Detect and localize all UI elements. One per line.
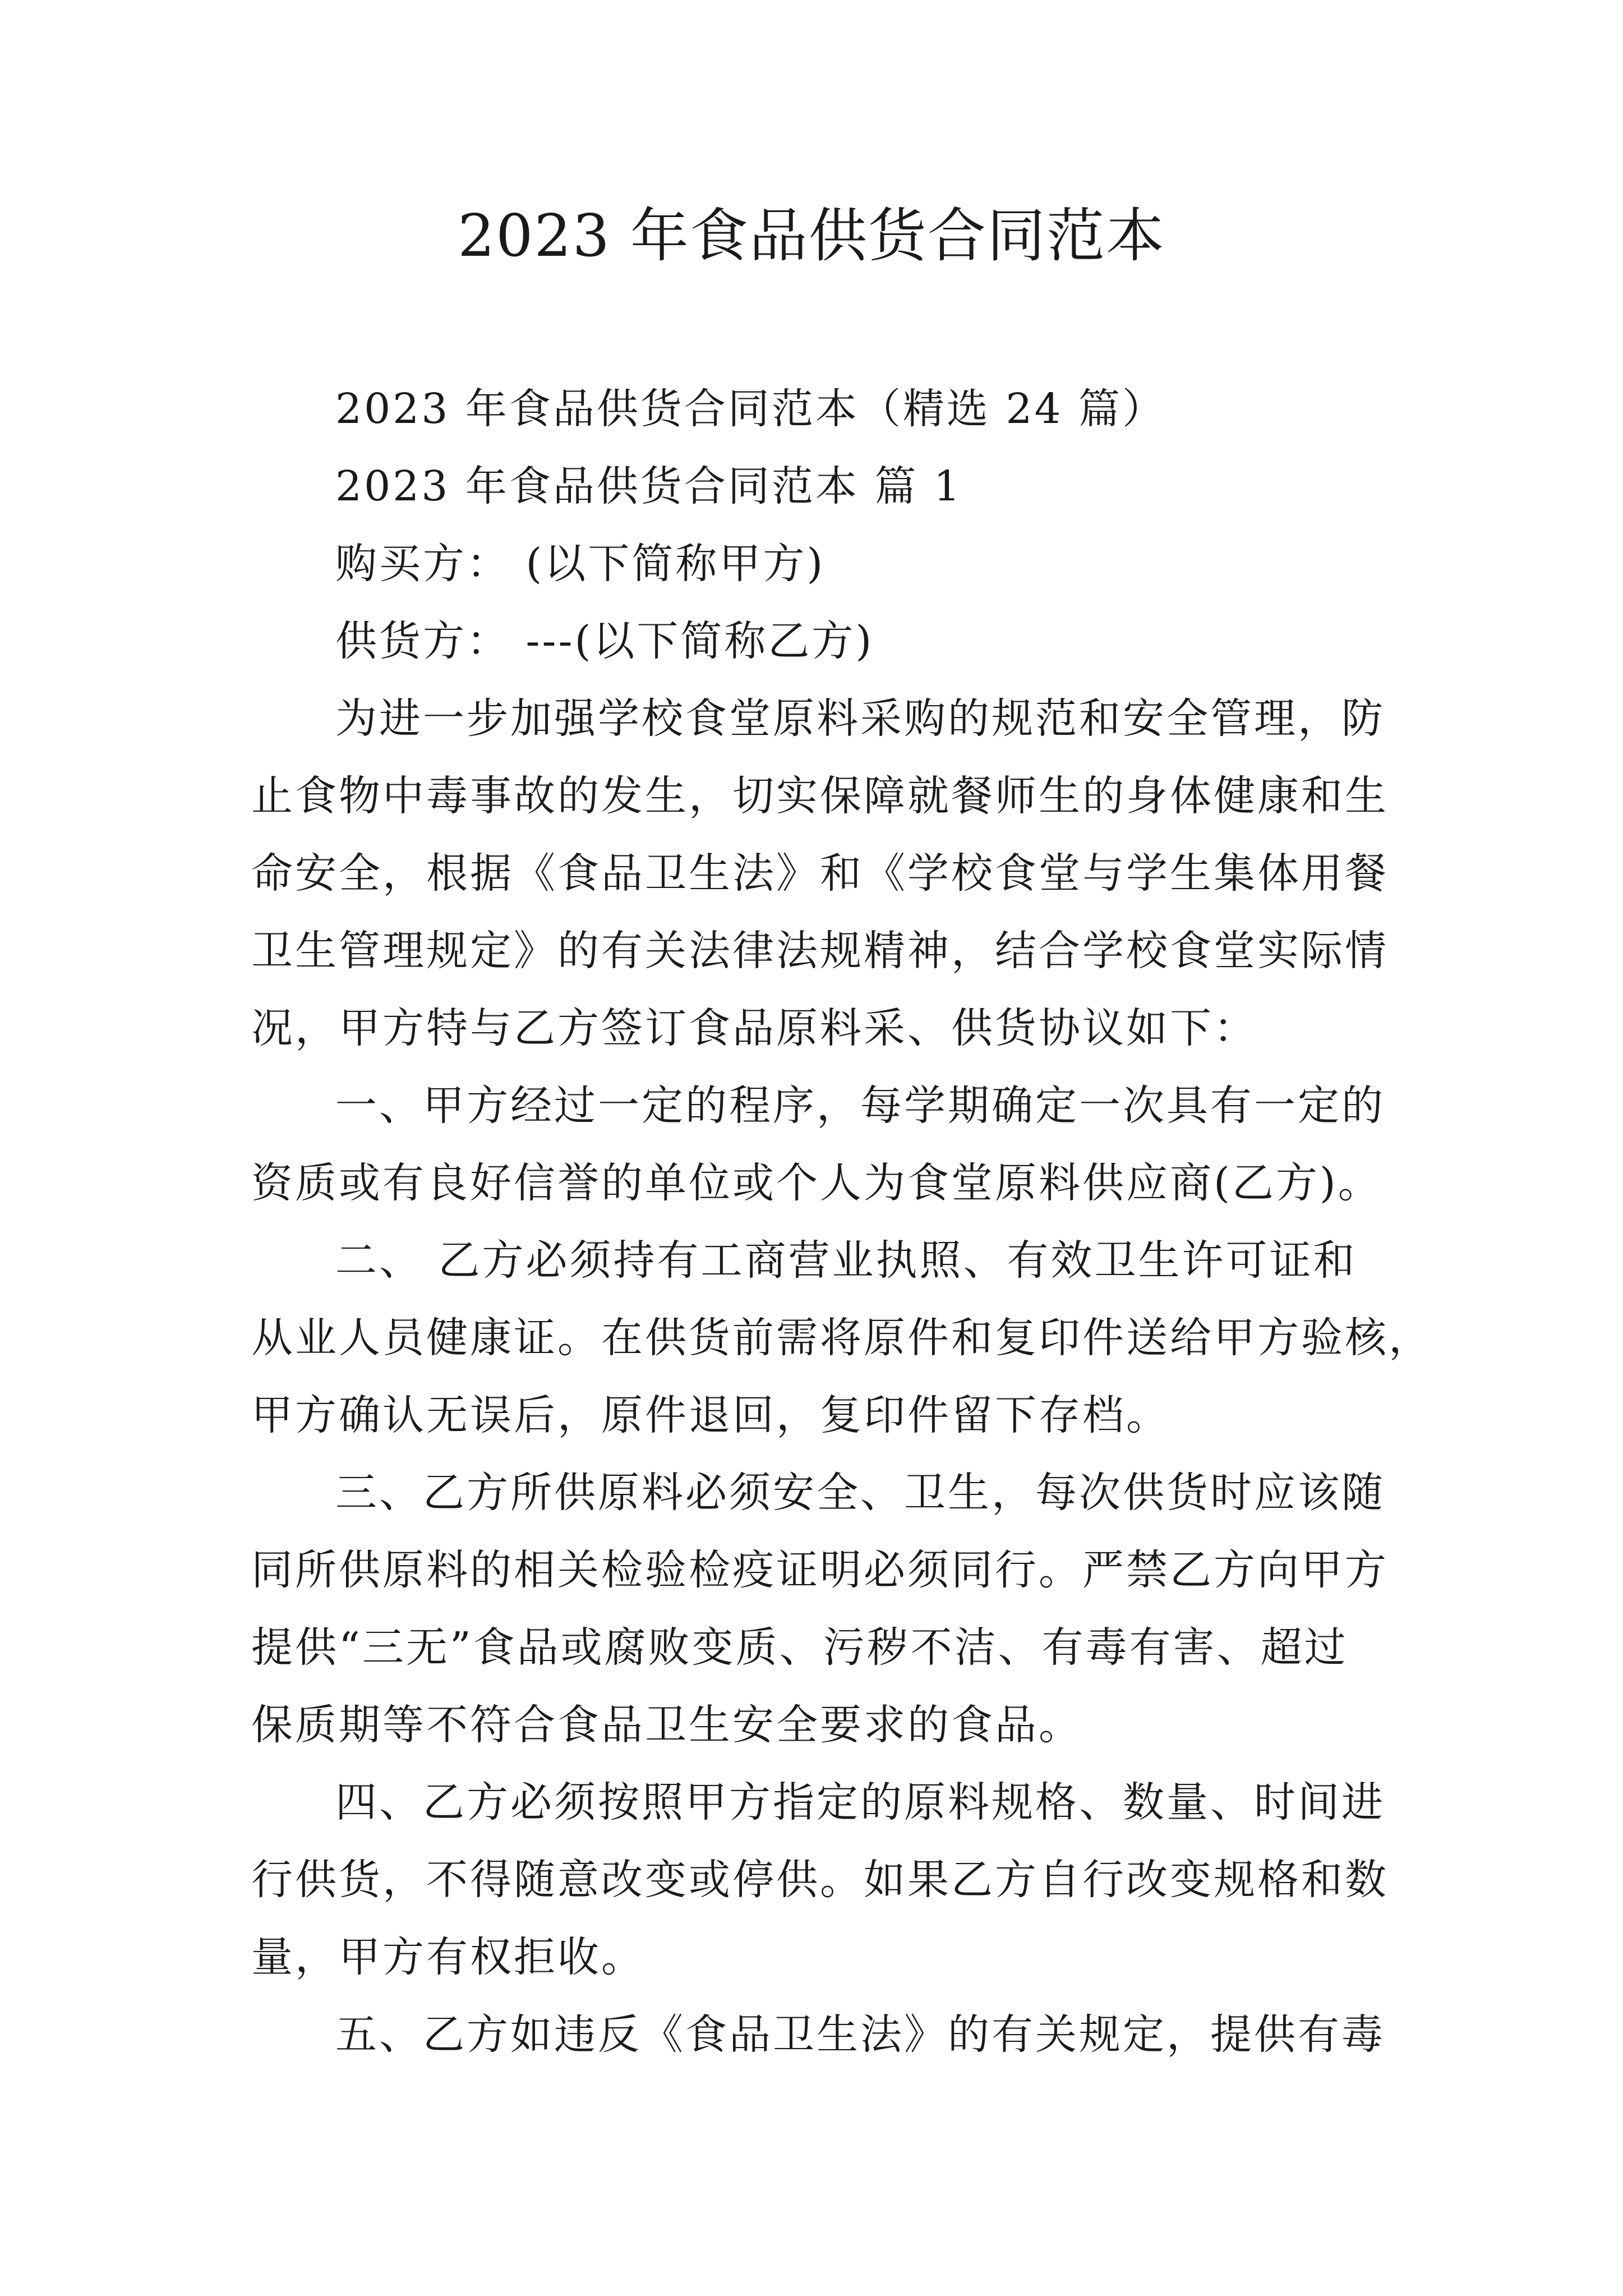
supplier-line: 供货方： ---(以下简称乙方)	[335, 617, 874, 665]
buyer-line: 购买方： (以下简称甲方)	[335, 540, 826, 588]
paragraph-line: 命安全，根据《食品卫生法》和《学校食堂与学生集体用餐	[251, 849, 1389, 898]
clause-3-line: 三、乙方所供原料必须安全、卫生，每次供货时应该随	[335, 1469, 1385, 1517]
paragraph-line: 卫生管理规定》的有关法律法规精神，结合学校食堂实际情	[251, 927, 1389, 975]
document-body	[251, 370, 1432, 2073]
paragraph-line: 为进一步加强学校食堂原料采购的规范和安全管理，防	[335, 694, 1385, 743]
subtitle-line: 2023 年食品供货合同范本（精选 24 篇）	[335, 385, 1166, 433]
clause-5-line: 五、乙方如违反《食品卫生法》的有关规定，提供有毒	[335, 2010, 1385, 2059]
section-heading: 2023 年食品供货合同范本 篇 1	[335, 462, 962, 510]
clause-1-line: 一、甲方经过一定的程序，每学期确定一次具有一定的	[335, 1082, 1385, 1130]
clause-2-line: 从业人员健康证。在供货前需将原件和复印件送给甲方验核，	[251, 1314, 1432, 1362]
clause-4-line: 量，甲方有权拒收。	[251, 1933, 645, 1981]
paragraph-line: 况，甲方特与乙方签订食品原料采、供货协议如下：	[251, 1004, 1257, 1052]
clause-4-line: 行供货，不得随意改变或停供。如果乙方自行改变规格和数	[251, 1856, 1389, 1904]
clause-4-line: 四、乙方必须按照甲方指定的原料规格、数量、时间进	[335, 1778, 1385, 1826]
clause-1-line: 资质或有良好信誉的单位或个人为食堂原料供应商(乙方)。	[251, 1159, 1382, 1207]
clause-2-line: 甲方确认无误后，原件退回，复印件留下存档。	[251, 1391, 1170, 1439]
paragraph-line: 止食物中毒事故的发生，切实保障就餐师生的身体健康和生	[251, 772, 1389, 820]
clause-3-line: 提供“三无”食品或腐败变质、污秽不洁、有毒有害、超过	[251, 1623, 1348, 1672]
clause-3-line: 保质期等不符合食品卫生安全要求的食品。	[251, 1701, 1082, 1749]
clause-2-line: 二、 乙方必须持有工商营业执照、有效卫生许可证和	[335, 1236, 1357, 1285]
document-title: 2023 年食品供货合同范本	[458, 201, 1165, 270]
clause-3-line: 同所供原料的相关检验检疫证明必须同行。严禁乙方向甲方	[251, 1546, 1389, 1594]
